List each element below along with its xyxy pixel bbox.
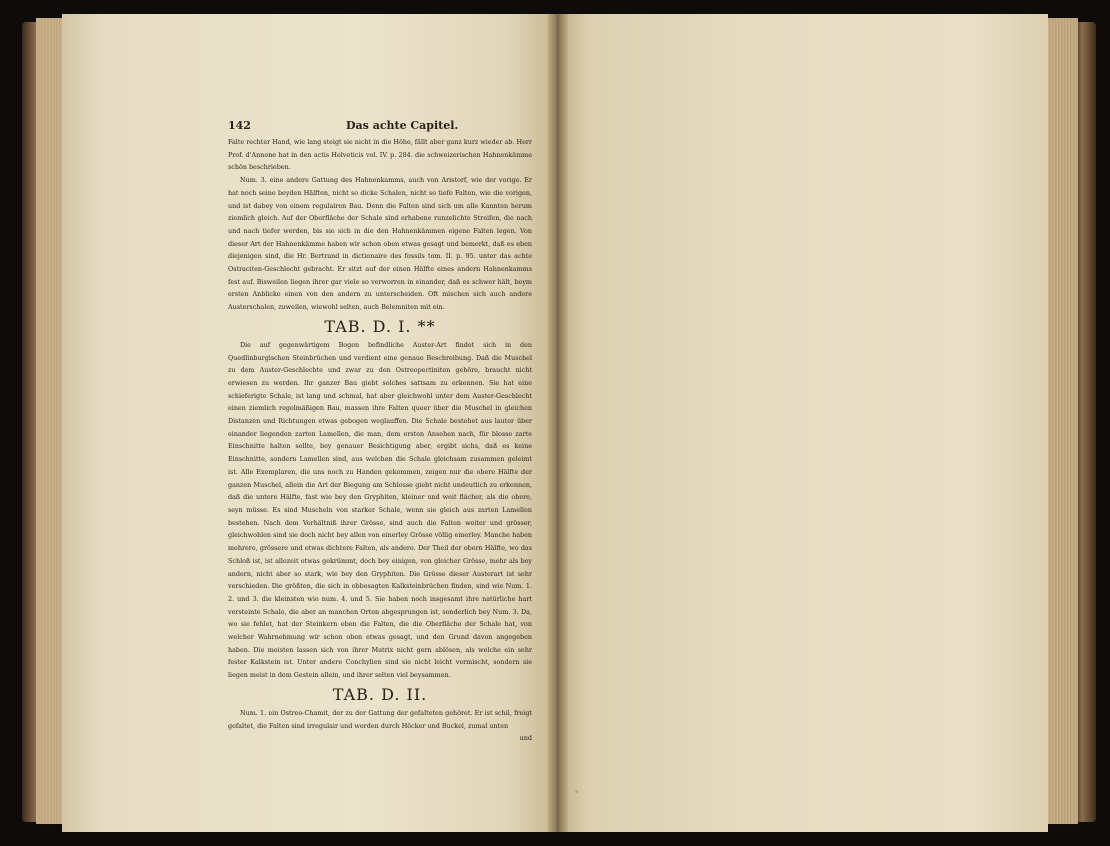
paragraph: Die auf gegenwärtigem Bogen befindliche Auster-Art findet sich in den Quedlinburgischen Steinbrüchen und verdient eine genaue Beschreibung. Daß die Muschel zu dem Auster-Geschlechte und zwar zu den Ostreopectiniten gehöre, braucht nicht erwiesen zu werden. Ihr ganzer Bau giebt solches sattsam zu erkennen. Sie hat eine schieferigte Schale, ist lang und schmal, hat aber gleichwohl unter dem Auster-Geschlecht einen ziemlich regelmäßigen Bau, massen ihre Falten queer über die Muschel in gleichen Distanzen und Richtungen etwas gebogen weglauffen. Die Schale bestehet aus lauter über einander liegenden zarten Lamellen, die man, dem ersten Ansehen nach, für blosse zarte Einschnitte halten sollte, bey genauer Besichtigung aber, ergibt sichs, daß es keine Einschnitte, sondern Lamellen sind, aus welchen die Schale gleichsam zusammen geleimt ist. Alle Exemplaren, die uns noch zu Handen gekommen, zeigen nur die obere Hälfte der ganzen Muschel, allein die Art der Biegung am Schlosse giebt nicht undeutlich zu erkennen, daß die untere Hälfte, fast wie bey den Gryphiten, kleiner und weit flächer, als die obere, seyn müsse. Es sind Muscheln von starker Schale, wenn sie gleich aus zarten Lamellen bestehen. Nach dem Verhältniß ihrer Grösse, sind auch die Falten weiter und grösser, gleichwohlen sind sie doch nicht bey allen von einerley Grösse völlig einerley. Manche haben mehrere, grössere und etwas dichtere Falten, als andere. Der Theil der obern Hälfte, wo das Schloß ist, ist allezeit etwas gekrümmt, doch bey einigen, von gleicher Grösse, mehr als bey andern, nicht aber so stark, wie bey den Gryphiten. Die Grösse dieser Austerart ist sehr verschieden. Die größten, die sich in obbesagten Kalksteinbrüchen finden, sind wie Num. 1. 2. und 3. die kleinsten wie num. 4. und 5. Sie haben noch insgesamt ihre natürliche hart versteinte Schale, die aber an manchen Orten abgesprungen ist, sonderlich bey Num. 3. Da, wo sie fehlet, hat der Steinkern eben die Falten, die die Oberfläche der Schale hat, von welcher Wahrnehmung wir schon oben etwas gesagt, und den Grund davon angegeben haben. Die meisten lassen sich von ihrer Matrix nicht gern ablösen, als welche ein sehr fester Kalkstein ist. Unter andere Conchylien sind sie nicht leicht vermischt, sondern sie liegen meist in dem Gestein allein, und ihrer selten viel beysammen.: [228, 340, 532, 680]
paragraph: Falte rechter Hand, wie lang steigt sie nicht in die Höhe, fällt aber ganz kurz wieder ab. Herr Prof. d'Annone hat in den actis Helveticis vol. IV. p. 284. die schweizerischen Hahnenkämme schön beschrieben.: [228, 138, 532, 172]
right-cover-edge: [1076, 22, 1096, 822]
paragraph: Num. 1. ein Ostreo-Chamit, der zu der Gattung der gefalteten gehöret. Er ist schil, freigt gefaltet, die Falten sind irregulair und werden durch Höcker und Buckel, zumal unten: [228, 708, 532, 730]
running-head: [228, 118, 532, 134]
section-heading: TAB. D. II.: [332, 684, 428, 704]
paper-spot: [575, 790, 578, 793]
catchword: und: [519, 734, 532, 743]
section-heading: TAB. D. I. **: [324, 316, 436, 336]
chapter-title: Das achte Capitel.: [346, 119, 459, 132]
page-number: 142: [228, 119, 251, 132]
left-page-stack: [36, 18, 64, 824]
paragraph: Num. 3. eine andere Gattung des Hahnenkamms, auch von Aristorf, wie der vorige. Er hat noch seine beyden Hälften, nicht so dicke Schalen, nicht so tiefe Falten, wie die vorigen, und ist dabey von einem regulairen Bau. Denn die Falten sind sich um alle Kannten herum ziemlich gleich. Auf der Oberfläche der Schale sind erhabene runzelichte Streifen, die nach und nach tiefer werden, bis sie sich in die den Hahnenkämmen eigene Falten legen. Von dieser Art der Hahnenkämme haben wir schon oben etwas gesagt und bemerkt, daß es eben diejenigen sind, die Hr. Bertrand in dictionaire des fossils tom. II. p. 95. unter das achte Ostraciten-Geschlecht gebracht. Er sitzt auf der einen Hälfte eines andern Hahnenkamms fest auf. Bisweilen liegen ihrer gar viele so verworren in einander, daß es schwer hält, beym ersten Anblicke einen von den andern zu unterscheiden. Oft mischen sich auch andere Austerschalen, zuweilen, wiewohl selten, auch Belemniten mit ein.: [228, 176, 532, 312]
right-page: [560, 14, 1048, 832]
body-text: [228, 136, 532, 745]
book-gutter: [548, 14, 568, 832]
left-page-text: [228, 118, 532, 745]
right-page-stack: [1046, 18, 1078, 824]
